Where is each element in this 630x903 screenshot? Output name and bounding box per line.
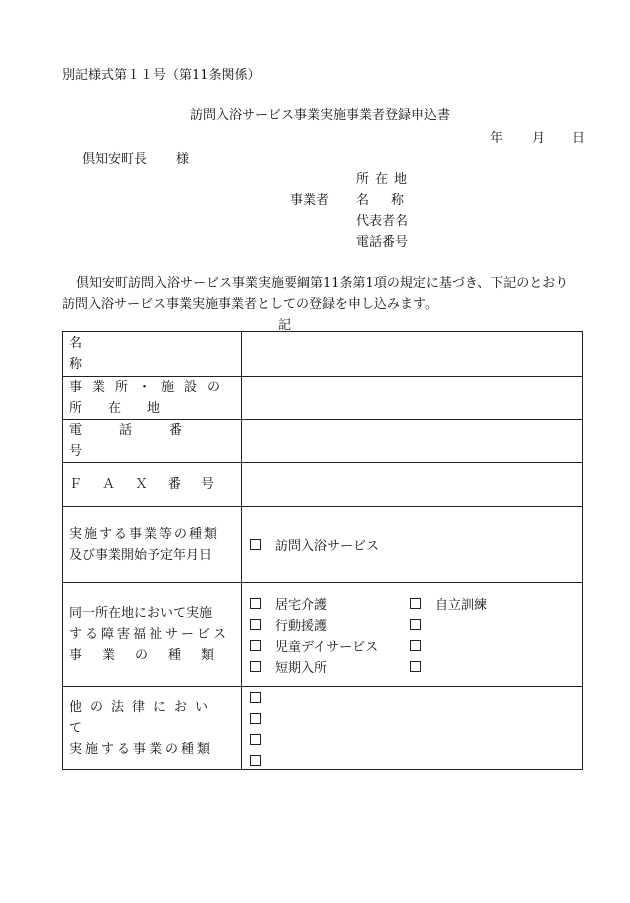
disability-checkbox[interactable]: [410, 598, 421, 609]
label-fax-text: ＦＡＸ番号: [69, 477, 235, 492]
body-line-1: 倶知安町訪問入浴サービス事業実施要綱第11条第1項の規定に基づき、下記のとおり: [76, 276, 569, 291]
disability-options-left: [250, 593, 378, 677]
label-other-line1-text: 他の法律において: [69, 699, 217, 736]
disability-option[interactable]: [250, 656, 378, 677]
label-disability-line1: [69, 603, 235, 624]
row-service: [63, 507, 583, 583]
form-number: 別記様式第１１号（第11条関係）: [62, 68, 261, 83]
service-option[interactable]: [242, 534, 582, 555]
label-tel-text: 電話番号: [69, 423, 220, 459]
disability-option-label: 短期入所: [275, 661, 328, 676]
service-checkbox[interactable]: [250, 539, 261, 550]
applicant-address-label: [356, 168, 414, 187]
label-disability-line3-text: 事業の種類: [69, 648, 235, 663]
disability-option-blank[interactable]: [410, 635, 487, 656]
label-service-line2: [69, 545, 235, 566]
label-disability-line2: [69, 624, 235, 645]
row-disability-services: [63, 583, 583, 687]
value-disability-services: [242, 583, 583, 687]
date-year: 年: [490, 131, 504, 146]
value-tel[interactable]: [242, 420, 583, 463]
label-tel: [69, 420, 235, 462]
disability-option[interactable]: [250, 635, 378, 656]
other-option[interactable]: [250, 687, 275, 708]
value-service: [242, 507, 583, 583]
disability-option[interactable]: [250, 593, 378, 614]
disability-checkbox[interactable]: [250, 640, 261, 651]
other-checkbox[interactable]: [250, 755, 261, 766]
label-other-line1: [69, 697, 235, 739]
ki-label: 記: [278, 318, 292, 333]
label-service-line1: [69, 524, 235, 545]
applicant-name-text: 名称: [356, 193, 427, 208]
label-name-text: 名称: [69, 336, 203, 372]
label-disability-line2-text: する障害福祉サービス: [69, 627, 230, 642]
label-office-line1: [69, 377, 235, 398]
disability-option-label: 居宅介護: [275, 598, 328, 613]
disability-option-label: 行動援護: [275, 619, 328, 634]
row-other-laws: [63, 687, 583, 770]
other-checkbox[interactable]: [250, 734, 261, 745]
applicant-phone-label: 電話番号: [356, 235, 409, 250]
applicant-group-label: 事業者: [290, 193, 330, 208]
disability-option[interactable]: [410, 593, 487, 614]
service-option-label: 訪問入浴サービス: [275, 539, 380, 554]
disability-checkbox[interactable]: [250, 619, 261, 630]
value-name[interactable]: [242, 332, 583, 377]
disability-option-label: 児童デイサービス: [275, 640, 379, 655]
value-fax[interactable]: [242, 463, 583, 507]
other-option[interactable]: [250, 708, 275, 729]
disability-option[interactable]: [250, 614, 378, 635]
addressee: 倶知安町長: [82, 152, 148, 167]
disability-options-right: [410, 593, 487, 677]
other-checkbox[interactable]: [250, 692, 261, 703]
disability-option-blank[interactable]: [410, 656, 487, 677]
form-title: 訪問入浴サービス事業実施事業者登録申込書: [190, 108, 451, 123]
value-other-laws: [242, 687, 583, 770]
honorific: 様: [176, 152, 190, 167]
label-disability-line3: [69, 645, 235, 666]
disability-option-label: 自立訓練: [435, 598, 488, 613]
label-service-line2-text: 及び事業開始予定年月日: [69, 547, 213, 563]
applicant-address-text: 所在地: [356, 172, 414, 187]
registration-table: [62, 331, 583, 770]
disability-option-blank[interactable]: [410, 614, 487, 635]
disability-checkbox[interactable]: [410, 640, 421, 651]
date-month: 月: [532, 131, 546, 146]
disability-checkbox[interactable]: [410, 661, 421, 672]
disability-checkbox[interactable]: [250, 598, 261, 609]
other-checkbox[interactable]: [250, 713, 261, 724]
label-service-line1-text: 実施する事業等の種類: [69, 526, 220, 542]
label-office-line2-text: 所在地: [69, 401, 187, 416]
row-tel: [63, 420, 583, 463]
label-disability-line1-text: 同一所在地において実施: [69, 606, 213, 621]
label-name: [69, 333, 235, 375]
body-line-2: 訪問入浴サービス事業実施事業者としての登録を申し込みます。: [62, 297, 438, 312]
label-other-line2-text: 実施する事業の種類: [69, 741, 214, 757]
label-office-line2: [69, 398, 235, 419]
value-office-address[interactable]: [242, 377, 583, 420]
label-fax: [69, 474, 235, 495]
other-options: [250, 687, 275, 771]
disability-checkbox[interactable]: [250, 661, 261, 672]
row-name: [63, 332, 583, 377]
row-office-address: [63, 377, 583, 420]
row-fax: [63, 463, 583, 507]
applicant-name-label: [356, 189, 427, 208]
label-other-line2: [69, 739, 235, 760]
label-office-line1-text: 事業所・施設の: [69, 380, 231, 395]
applicant-rep-label: 代表者名: [356, 214, 409, 229]
other-option[interactable]: [250, 729, 275, 750]
disability-checkbox[interactable]: [410, 619, 421, 630]
other-option[interactable]: [250, 750, 275, 771]
date-day: 日: [572, 131, 586, 146]
